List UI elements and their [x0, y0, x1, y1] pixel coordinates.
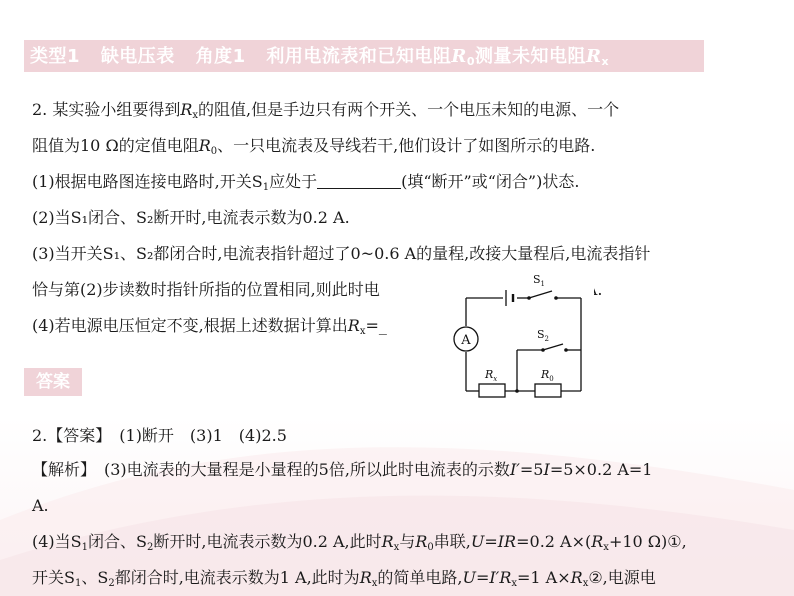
resistor-rx [479, 384, 505, 397]
answer-badge: 答案 [24, 368, 82, 396]
answer-line-1: 2.【答案】 (1)断开 (3)1 (4)2.5 [32, 426, 287, 445]
question-line-2: 阻值为10 Ω的定值电阻$R_0$、一只电流表及导线若干,他们设计了如图所示的电路. [32, 136, 596, 157]
question-line-1: 2. 某实验小组要得到$R_x$的阻值,但是手边只有两个开关、一个电压未知的电源、一个 [32, 100, 620, 121]
question-line-5: (3)当开关S₁、S₂都闭合时,电流表指针超过了0~0.6 A的量程,改接大量程后,电流表指针 [32, 244, 651, 263]
answer-line-5: 开关$S_1$、$S_2$都闭合时,电流表示数为1 A,此时为$R_x$的简单电路$,U=I'R_x=1$ $A\times R_x②$,电源电 [32, 568, 656, 589]
label-r0: $R_0$ [541, 368, 554, 383]
title-method-a: 利用电流表和已知电阻 [266, 46, 452, 67]
answer-line-4: (4)当$S_1$闭合、$S_2$断开时,电流表示数为0.2 A,此时$R_x$与$R_0$串联,U=IR=0.2 $A\times(R_x+10$ Ω)①, [32, 532, 687, 553]
title-angle: 角度1 [195, 46, 246, 67]
label-rx: $R_x$ [485, 368, 498, 383]
question-line-4: (2)当S₁闭合、S₂断开时,电流表示数为0.2 A. [32, 208, 350, 227]
circuit-diagram [453, 268, 594, 408]
answer-line-2: 【解析】 (3)电流表的大量程是小量程的5倍,所以此时电流表的示数I′=5I=5×0.2 A=1 [32, 460, 653, 479]
question-line-7: (4)若电源电压恒定不变,根据上述数据计算出$R_x=\_$ [32, 316, 387, 337]
label-s2: $S_2$ [537, 328, 550, 343]
title-missing: 缺电压表 [100, 46, 175, 67]
question-line-6: 恰与第(2)步读数时指针所指的位置相同,则此时电 A. [32, 280, 603, 299]
answer-blank-1[interactable] [317, 172, 401, 189]
ammeter-label: A [461, 333, 471, 348]
answer-line-3: A. [32, 496, 49, 515]
question-line-3: (1)根据电路图连接电路时,开关$S_1$应处于 (填“断开”或“闭合”)状态. [32, 172, 580, 193]
title-type: 类型1 [30, 46, 81, 67]
label-s1: $S_1$ [533, 273, 546, 288]
resistor-r0 [535, 384, 561, 397]
section-title: 类型1 缺电压表 角度1 利用电流表和已知电阻$R_0$测量未知电阻$R_x$ [30, 46, 610, 68]
title-method-b: 测量未知电阻 [475, 46, 587, 67]
